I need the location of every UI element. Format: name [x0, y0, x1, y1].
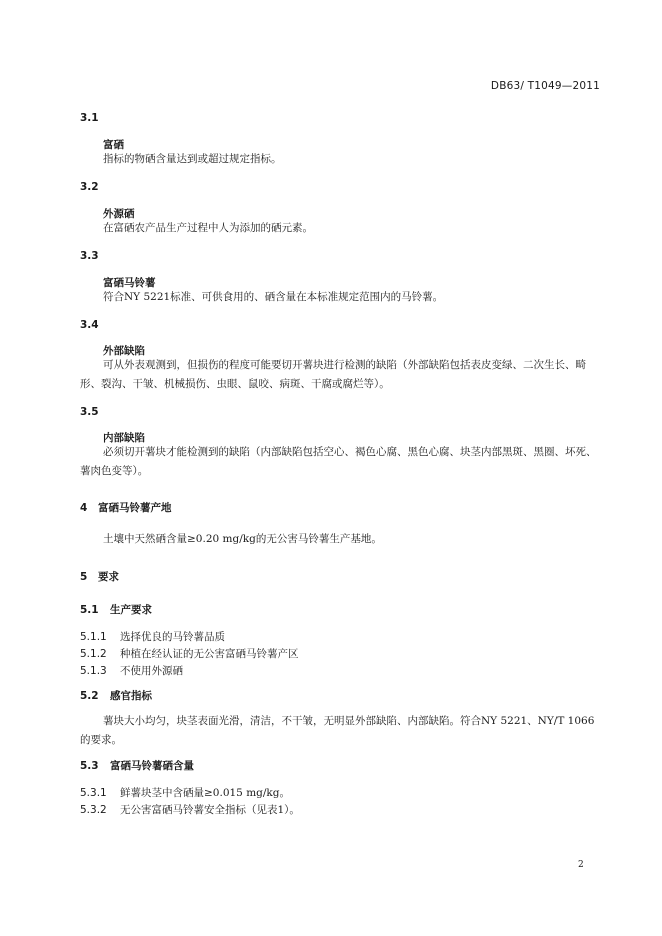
item-number: 5.3.1	[80, 787, 107, 799]
section-number: 5	[80, 571, 88, 583]
section-heading	[80, 569, 119, 584]
list-item	[80, 646, 299, 661]
list-item	[80, 802, 300, 817]
term-title: 富硒马铃薯	[103, 277, 156, 289]
item-text: 选择优良的马铃薯品质	[120, 631, 225, 643]
item-number: 5.1.1	[80, 631, 107, 643]
clause-number: 3.4	[80, 319, 99, 331]
subsection-heading	[80, 758, 194, 773]
subsection-number: 5.3	[80, 760, 99, 772]
list-item	[80, 663, 183, 678]
list-item	[80, 785, 290, 800]
term-title: 外源硒	[103, 208, 135, 220]
section-title: 富硒马铃薯产地	[98, 502, 172, 514]
subsection-number: 5.1	[80, 604, 99, 616]
term-title: 内部缺陷	[103, 432, 145, 444]
term-definition: 符合NY 5221标准、可供食用的、硒含量在本标准规定范围内的马铃薯。	[103, 291, 444, 303]
item-number: 5.1.3	[80, 665, 107, 677]
term-definition: 在富硒农产品生产过程中人为添加的硒元素。	[103, 222, 313, 234]
subsection-title: 生产要求	[110, 604, 152, 616]
section-title: 要求	[98, 571, 119, 583]
term-definition: 可从外表观测到，但损伤的程度可能要切开薯块进行检测的缺陷（外部缺陷包括表皮变绿、二次生长、畸形、裂沟、干皱、机械损伤、虫眼、鼠咬、病斑、干腐或腐烂等）。	[80, 359, 586, 390]
clause-number: 3.3	[80, 250, 99, 262]
term-title: 外部缺陷	[103, 345, 145, 357]
section-heading	[80, 500, 172, 515]
section-paragraph: 薯块大小均匀，块茎表面光滑，清洁，不干皱，无明显外部缺陷、内部缺陷。符合NY 5221、NY/T 1066的要求。	[80, 715, 595, 746]
section-number: 4	[80, 502, 88, 514]
subsection-title: 感官指标	[110, 690, 152, 702]
item-text: 鲜薯块茎中含硒量≥0.015 mg/kg。	[120, 787, 290, 799]
item-number: 5.1.2	[80, 648, 107, 660]
clause-number: 3.5	[80, 406, 99, 418]
subsection-heading	[80, 602, 152, 617]
document-code: DB63/ T1049—2011	[490, 80, 600, 92]
subsection-number: 5.2	[80, 690, 99, 702]
clause-number: 3.1	[80, 112, 99, 124]
list-item	[80, 629, 225, 644]
section-paragraph: 土壤中天然硒含量≥0.20 mg/kg的无公害马铃薯生产基地。	[103, 533, 382, 545]
item-text: 种植在经认证的无公害富硒马铃薯产区	[120, 648, 299, 660]
clause-number: 3.2	[80, 181, 99, 193]
term-definition: 指标的物硒含量达到或超过规定指标。	[103, 153, 282, 165]
subsection-title: 富硒马铃薯硒含量	[110, 760, 194, 772]
item-text: 不使用外源硒	[120, 665, 183, 677]
term-definition: 必须切开薯块才能检测到的缺陷（内部缺陷包括空心、褐色心腐、黑色心腐、块茎内部黑斑、黑圈、坏死、薯肉色变等）。	[80, 446, 597, 477]
subsection-heading	[80, 688, 152, 703]
page-number: 2	[578, 860, 584, 870]
item-number: 5.3.2	[80, 804, 107, 816]
term-title: 富硒	[103, 139, 124, 151]
item-text: 无公害富硒马铃薯安全指标（见表1）。	[120, 804, 300, 816]
